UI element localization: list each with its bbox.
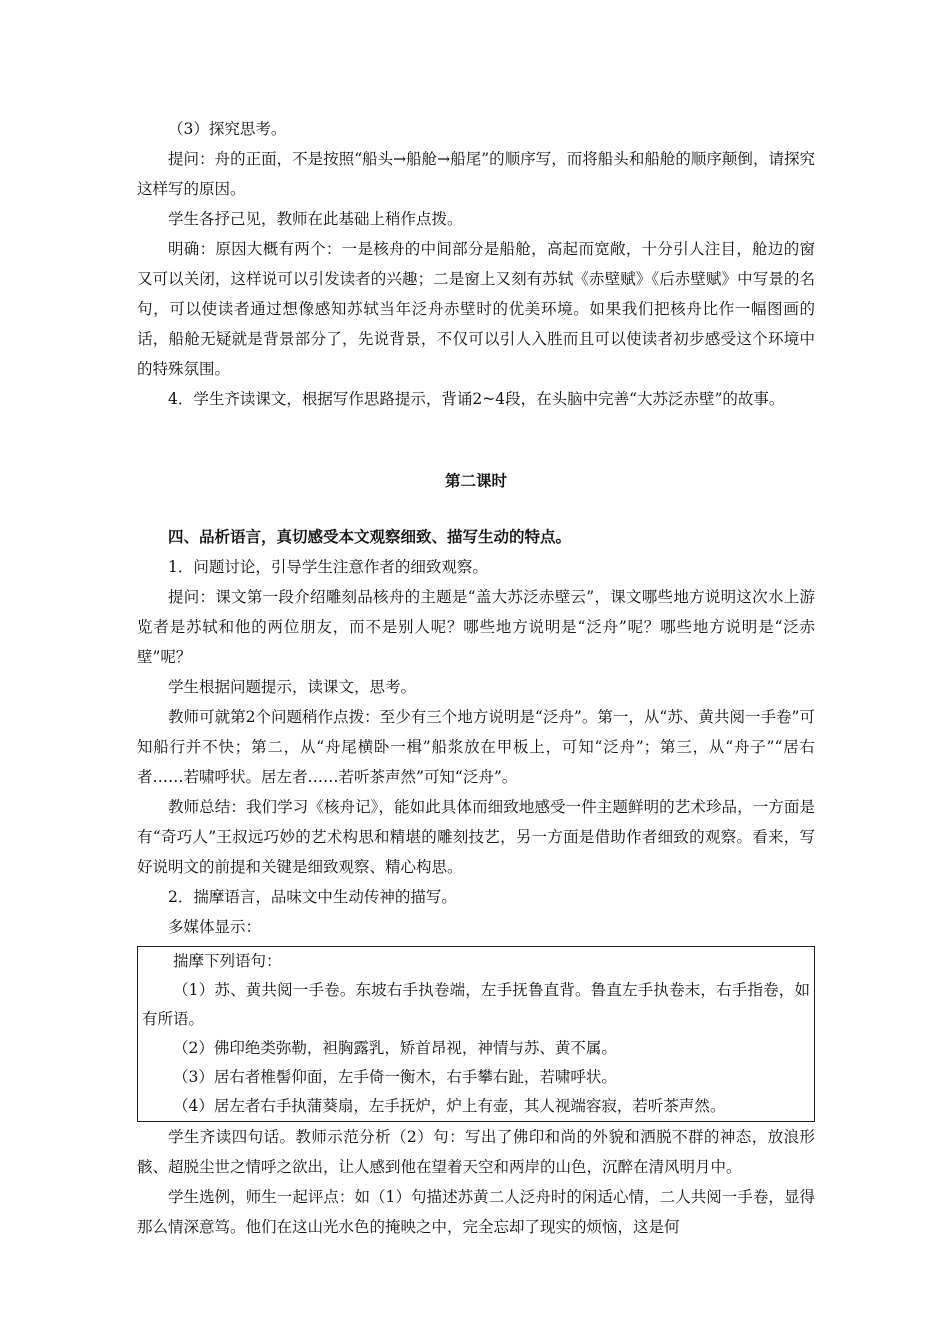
spacer [137,496,815,522]
sentence-box [137,946,815,1122]
box-line: （4）居左者右手执蒲葵扇，左手抚炉，炉上有壶，其人视端容寂，若听茶声然。 [173,1097,726,1115]
item3-title: （3）探究思考。 [168,120,287,138]
section4-heading: 四、品析语言，真切感受本文观察细致、描写生动的特点。 [168,528,572,546]
box-line: （3）居右者椎髻仰面，左手倚一衡木，右手攀右趾，若啸呼状。 [173,1068,617,1086]
item2-paragraph: 2．揣摩语言，品味文中生动传神的描写。 [168,888,457,906]
box-title: 揣摩下列语句： [173,952,282,970]
teacher-summary-paragraph: 教师总结：我们学习《核舟记》，能如此具体而细致地感受一件主题鲜明的艺术珍品，一方面是有“奇巧人”王叔远巧妙的艺术构思和精堪的雕刻技艺，另一方面是借助作者细致的观察。看来，写好说明文的前提和关键是细致观察、精心构思。 [137,798,815,876]
analysis-paragraph: 学生齐读四句话。教师示范分析（2）句：写出了佛印和尚的外貌和洒脱不群的神态，放浪形骸、超脱尘世之情呼之欲出，让人感到他在望着天空和两岸的山色，沉醉在清风明月中。 [137,1128,815,1176]
teacher-hint-paragraph: 教师可就第2个问题稍作点拨：至少有三个地方说明是“泛舟”。第一，从“苏、黄共阅一手卷”可知船行并不快；第二，从“舟尾横卧一楫”船浆放在甲板上，可知“泛舟”；第三，从“舟子”“居右者……若啸呼状。居左者……若听茶声然”可知“泛舟”。 [137,708,815,786]
question2-paragraph: 提问：课文第一段介绍雕刻品核舟的主题是“盖大苏泛赤壁云”，课文哪些地方说明这次水上游览者是苏轼和他的两位朋友，而不是别人呢？哪些地方说明是“泛舟”呢？哪些地方说明是“泛赤壁”呢？ [137,588,815,666]
comment-paragraph: 学生选例，师生一起评点：如（1）句描述苏黄二人泛舟时的闲适心情，二人共阅一手卷，显得那么情深意笃。他们在这山光水色的掩映之中，完全忘却了现实的烦恼，这是何 [137,1188,815,1236]
box-line: （2）佛印绝类弥勒，袒胸露乳，矫首昂视，神情与苏、黄不属。 [173,1039,617,1057]
item4-paragraph: 4．学生齐读课文，根据写作思路提示，背诵2~4段，在头脑中完善“大苏泛赤壁”的故事。 [168,390,785,408]
students-paragraph: 学生各抒己见，教师在此基础上稍作点拨。 [168,210,463,228]
multimedia-label: 多媒体显示： [168,918,262,936]
box-line: （1）苏、黄共阅一手卷。东坡右手执卷端，左手抚鲁直背。鲁直左手执卷末，右手指卷，如有所语。 [142,981,810,1028]
spacer [137,414,815,466]
lesson-title: 第二课时 [444,472,507,490]
document-page [137,114,815,1242]
answer-paragraph: 明确：原因大概有两个：一是核舟的中间部分是船舱，高起而宽敞，十分引人注目，舱边的窗又可以关闭，这样说可以引发读者的兴趣；二是窗上又刻有苏轼《赤壁赋》《后赤壁赋》中写景的名句，可以使读者通过想像感知苏轼当年泛舟赤壁时的优美环境。如果我们把核舟比作一幅图画的话，船舱无疑就是背景部分了，先说背景，不仅可以引人入胜而且可以使读者初步感受这个环境中的特殊氛围。 [137,240,815,378]
question-paragraph: 提问：舟的正面，不是按照“船头→船舱→船尾”的顺序写，而将船头和船舱的顺序颠倒，请探究这样写的原因。 [137,150,815,198]
students-read-paragraph: 学生根据问题提示，读课文，思考。 [168,678,417,696]
item1-paragraph: 1．问题讨论，引导学生注意作者的细致观察。 [168,558,488,576]
